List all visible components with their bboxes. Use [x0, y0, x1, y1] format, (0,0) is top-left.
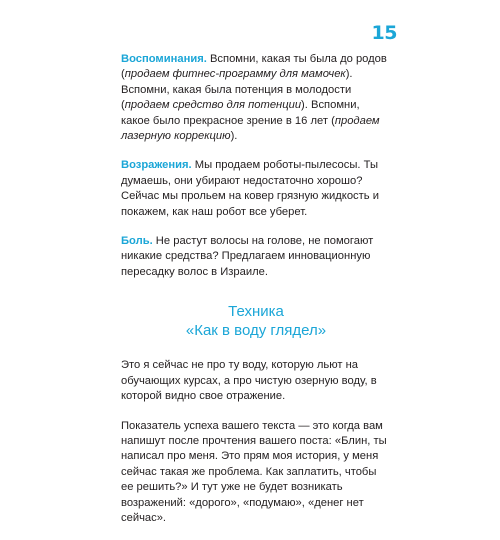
paragraph-objections	[121, 158, 391, 220]
section-title-line2: «Как в воду глядел»	[185, 321, 327, 339]
text-run: ). Вспомни, какая была потенция в молодости (	[121, 68, 353, 112]
text-run: Не растут волосы на голове, не помогают никакие средства? Предлагаем инновационную пересадку волос в Израиле.	[121, 235, 374, 278]
text-run: Мы продаем роботы-пылесосы. Ты думаешь, они убирают недостаточно хорошо? Сейчас мы прольем на ковер грязную жидкость и покажем, как наш робот все уберет.	[121, 159, 379, 218]
text-run-italic: продаем лазерную коррекцию	[121, 114, 380, 143]
text-run-italic: продаем фитнес-программу для мамочек	[124, 68, 346, 81]
paragraph-pain	[121, 234, 391, 280]
page-content	[121, 52, 391, 540]
text-run: ).	[230, 130, 238, 143]
paragraph-lead: Боль.	[121, 235, 153, 248]
page-number: 15	[371, 22, 397, 44]
paragraph-memories	[121, 52, 391, 144]
section-title-line1: Техника	[228, 303, 284, 321]
paragraph-lead: Возражения.	[121, 159, 192, 172]
paragraph-success: Показатель успеха вашего текста — это когда вам напишут после прочтения вашего поста: «Блин, ты написал про меня. Это прям моя история, у меня сейчас такая же проблема. Как заплатить, чтобы ее решить?» И тут уже не будет возникать возражений: «дорого», «подумаю», «денег нет сейчас».	[121, 419, 387, 524]
text-run: ). Вспомни, какое было прекрасное зрение в 16 лет (	[121, 99, 360, 127]
paragraph-water: Это я сейчас не про ту воду, которую льют на обучающих курсах, а про чистую озерную воду, в которой видно свое отражение.	[121, 359, 377, 403]
text-run: Вспомни, какая ты была до родов (	[121, 53, 387, 81]
text-run-italic: продаем средство для потенции	[124, 99, 302, 112]
paragraph-lead: Воспоминания.	[121, 53, 207, 65]
section-title	[121, 303, 391, 340]
